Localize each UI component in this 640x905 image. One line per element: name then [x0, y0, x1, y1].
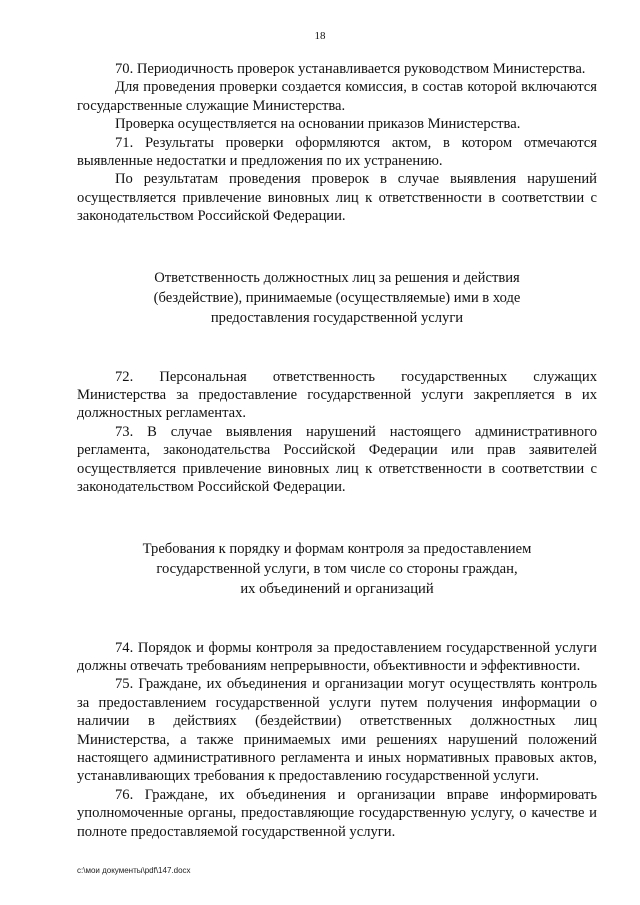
heading-line: Требования к порядку и формам контроля за предоставлением — [142, 540, 532, 557]
section-heading-control-requirements — [77, 539, 597, 599]
paragraph-72: 72. Персональная ответственность государственных служащих Министерства за предоставление государственной услуги закрепляется в их должностных регламентах. — [77, 368, 597, 422]
section-heading-responsibility — [77, 268, 597, 328]
paragraph-70: 70. Периодичность проверок устанавливается руководством Министерства. — [115, 61, 586, 77]
heading-line: предоставления государственной услуги — [210, 309, 464, 326]
footer-file-path: c:\мои документы\pdf\147.docx — [77, 866, 191, 875]
heading-line: (бездействие), принимаемые (осуществляемые) ими в ходе — [153, 289, 521, 306]
paragraph-commission: Для проведения проверки создается комиссия, в состав которой включаются государственные служащие Министерства. — [77, 79, 597, 114]
paragraph-violations: По результатам проведения проверок в случае выявления нарушений осуществляется привлечение виновных лиц к ответственности в соответствии с законодательством Российской Федерации. — [77, 171, 597, 225]
paragraph-74: 74. Порядок и формы контроля за предоставлением государственной услуги должны отвечать требованиям непрерывности, объективности и эффективности. — [77, 639, 597, 674]
paragraph-orders: Проверка осуществляется на основании приказов Министерства. — [115, 116, 521, 133]
heading-line: государственной услуги, в том числе со стороны граждан, — [156, 560, 518, 577]
paragraph-76: 76. Граждане, их объединения и организации вправе информировать уполномоченные органы, предоставляющие государственную услугу, о качестве и полноте предоставляемой государственной услуги. — [77, 786, 597, 840]
paragraph-71: 71. Результаты проверки оформляются актом, в котором отмечаются выявленные недостатки и предложения по их устранению. — [77, 134, 597, 170]
heading-line: их объединений и организаций — [240, 580, 434, 597]
heading-line: Ответственность должностных лиц за решения и действия — [154, 269, 520, 286]
paragraph-75: 75. Граждане, их объединения и организации могут осуществлять контроль за предоставлением государственной услуги путем получения информации о наличии в действиях (бездействии) ответственных должностных лиц Министерства, а также принимаемых ими решениях нарушений положений настоящего административного регламента и иных нормативных правовых актов, устанавливающих требования к предоставлению государственной услуги. — [77, 676, 597, 785]
document-body — [77, 60, 597, 841]
page-number: 18 — [314, 30, 326, 42]
paragraph-73: 73. В случае выявления нарушений настоящего административного регламента, законодательства Российской Федерации или прав заявителей осуществляется привлечение виновных лиц к ответственности в соответствии с законодательством Российской Федерации. — [77, 423, 597, 496]
